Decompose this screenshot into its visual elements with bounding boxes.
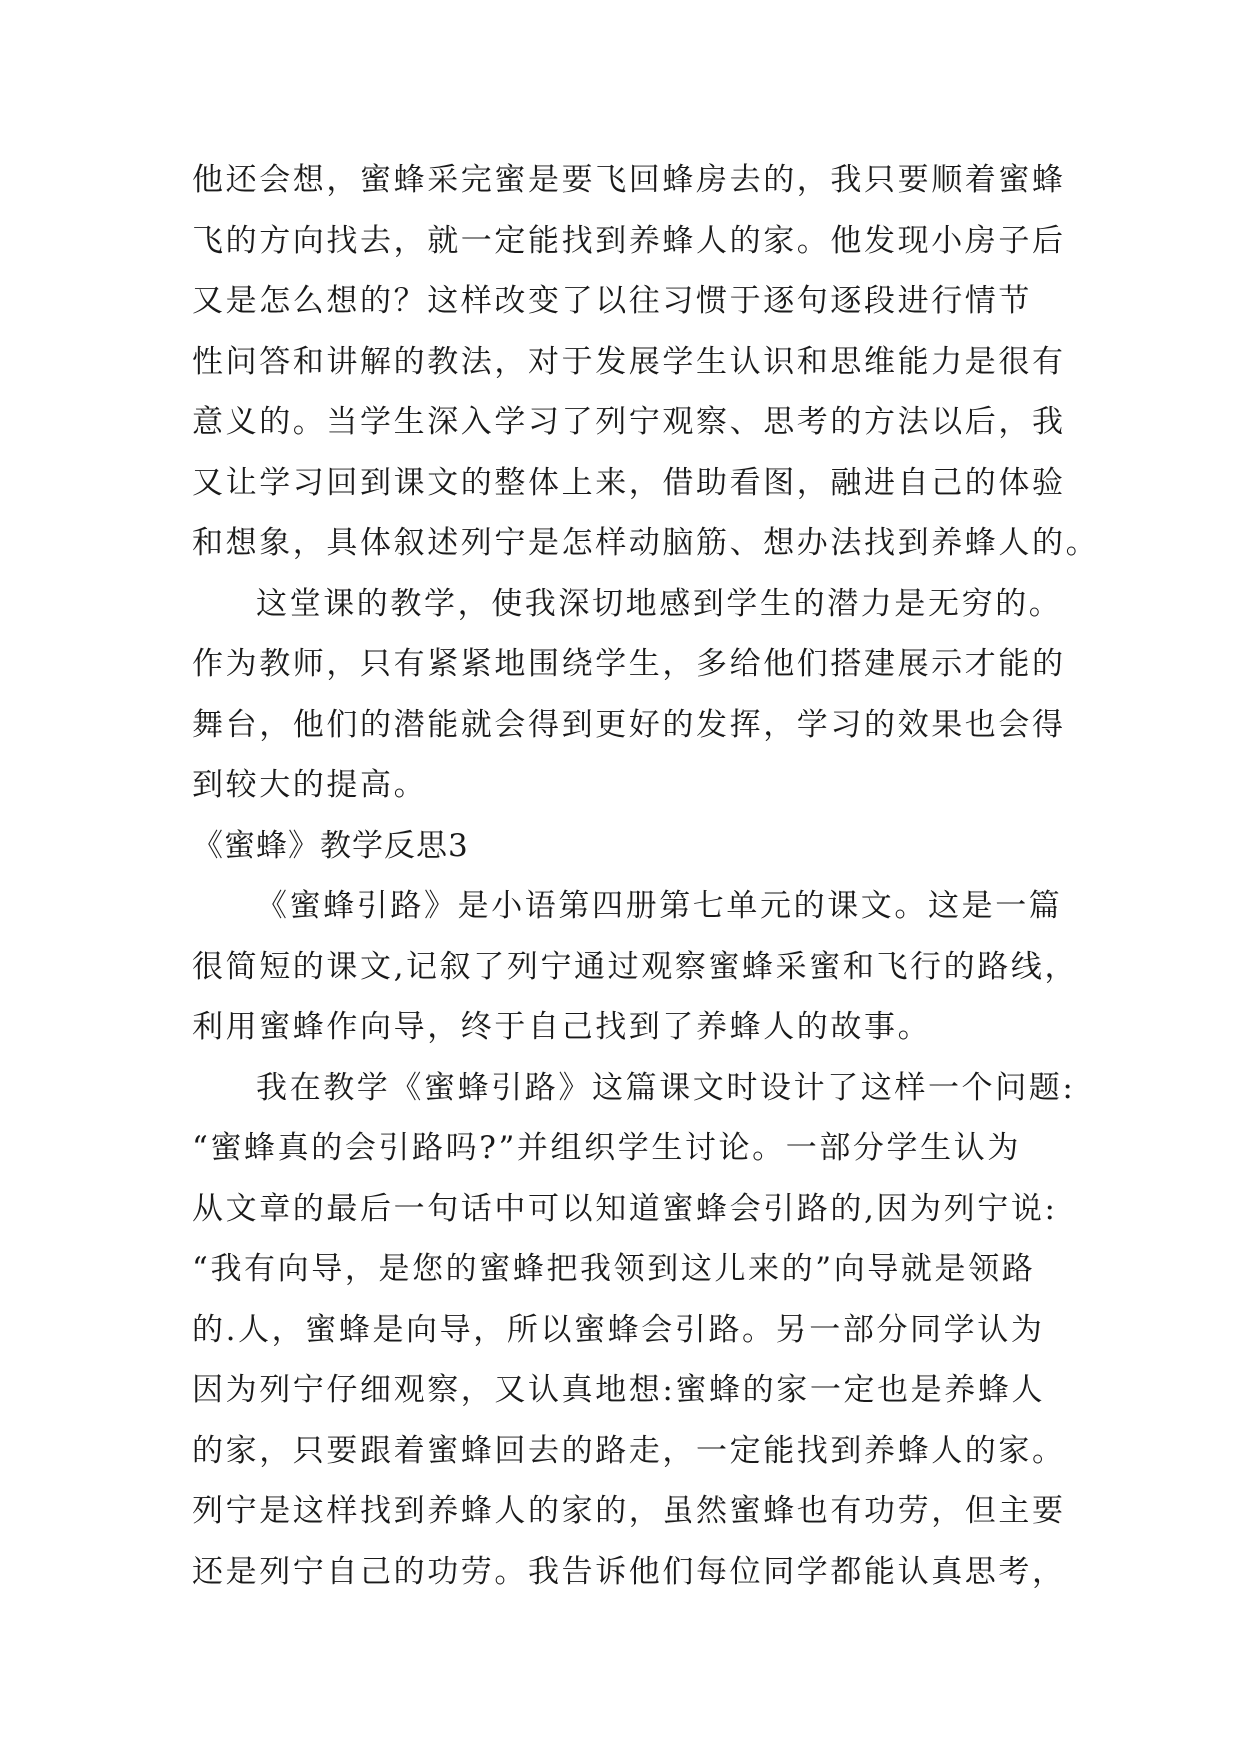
text-line: 性问答和讲解的教法，对于发展学生认识和思维能力是很有 bbox=[192, 343, 1066, 380]
text-line: 意义的。当学生深入学习了列宁观察、思考的方法以后，我 bbox=[192, 404, 1066, 440]
text-line: 和想象，具体叙述列宁是怎样动脑筋、想办法找到养蜂人的。 bbox=[192, 525, 1100, 561]
paragraph-first-line: 《蜜蜂引路》是小语第四册第七单元的课文。这是一篇 bbox=[256, 888, 1063, 924]
section-heading: 《蜜蜂》教学反思3 bbox=[192, 827, 469, 864]
text-line: 作为教师，只有紧紧地围绕学生，多给他们搭建展示才能的 bbox=[192, 646, 1066, 682]
text-line: 还是列宁自己的功劳。我告诉他们每位同学都能认真思考， bbox=[192, 1553, 1066, 1590]
text-line: 很简短的课文,记叙了列宁通过观察蜜蜂采蜜和飞行的路线， bbox=[192, 948, 1079, 985]
text-line: 的.人，蜜蜂是向导，所以蜜蜂会引路。另一部分同学认为 bbox=[192, 1311, 1045, 1348]
document-body bbox=[192, 150, 1100, 1602]
text-line: 舞台，他们的潜能就会得到更好的发挥，学习的效果也会得 bbox=[192, 706, 1066, 743]
text-line: “蜜蜂真的会引路吗?”并组织学生讨论。一部分学生认为 bbox=[192, 1130, 1021, 1166]
text-line: 到较大的提高。 bbox=[192, 767, 428, 803]
text-line: 从文章的最后一句话中可以知道蜜蜂会引路的,因为列宁说: bbox=[192, 1190, 1058, 1227]
text-line: “我有向导，是您的蜜蜂把我领到这儿来的”向导就是领路 bbox=[192, 1251, 1036, 1287]
text-line: 的家，只要跟着蜜蜂回去的路走，一定能找到养蜂人的家。 bbox=[192, 1432, 1066, 1469]
text-line: 列宁是这样找到养蜂人的家的，虽然蜜蜂也有功劳，但主要 bbox=[192, 1493, 1066, 1529]
text-line: 利用蜜蜂作向导，终于自己找到了养蜂人的故事。 bbox=[192, 1009, 932, 1045]
text-line: 又让学习回到课文的整体上来，借助看图，融进自己的体验 bbox=[192, 464, 1066, 501]
paragraph-first-line: 这堂课的教学，使我深切地感到学生的潜力是无穷的。 bbox=[256, 585, 1063, 622]
text-line: 他还会想，蜜蜂采完蜜是要飞回蜂房去的，我只要顺着蜜蜂 bbox=[192, 162, 1066, 198]
text-line: 又是怎么想的？这样改变了以往习惯于逐句逐段进行情节 bbox=[192, 283, 1032, 319]
text-line: 因为列宁仔细观察，又认真地想:蜜蜂的家一定也是养蜂人 bbox=[192, 1372, 1046, 1408]
paragraph-first-line: 我在教学《蜜蜂引路》这篇课文时设计了这样一个问题: bbox=[256, 1069, 1076, 1106]
text-line: 飞的方向找去，就一定能找到养蜂人的家。他发现小房子后 bbox=[192, 222, 1066, 259]
